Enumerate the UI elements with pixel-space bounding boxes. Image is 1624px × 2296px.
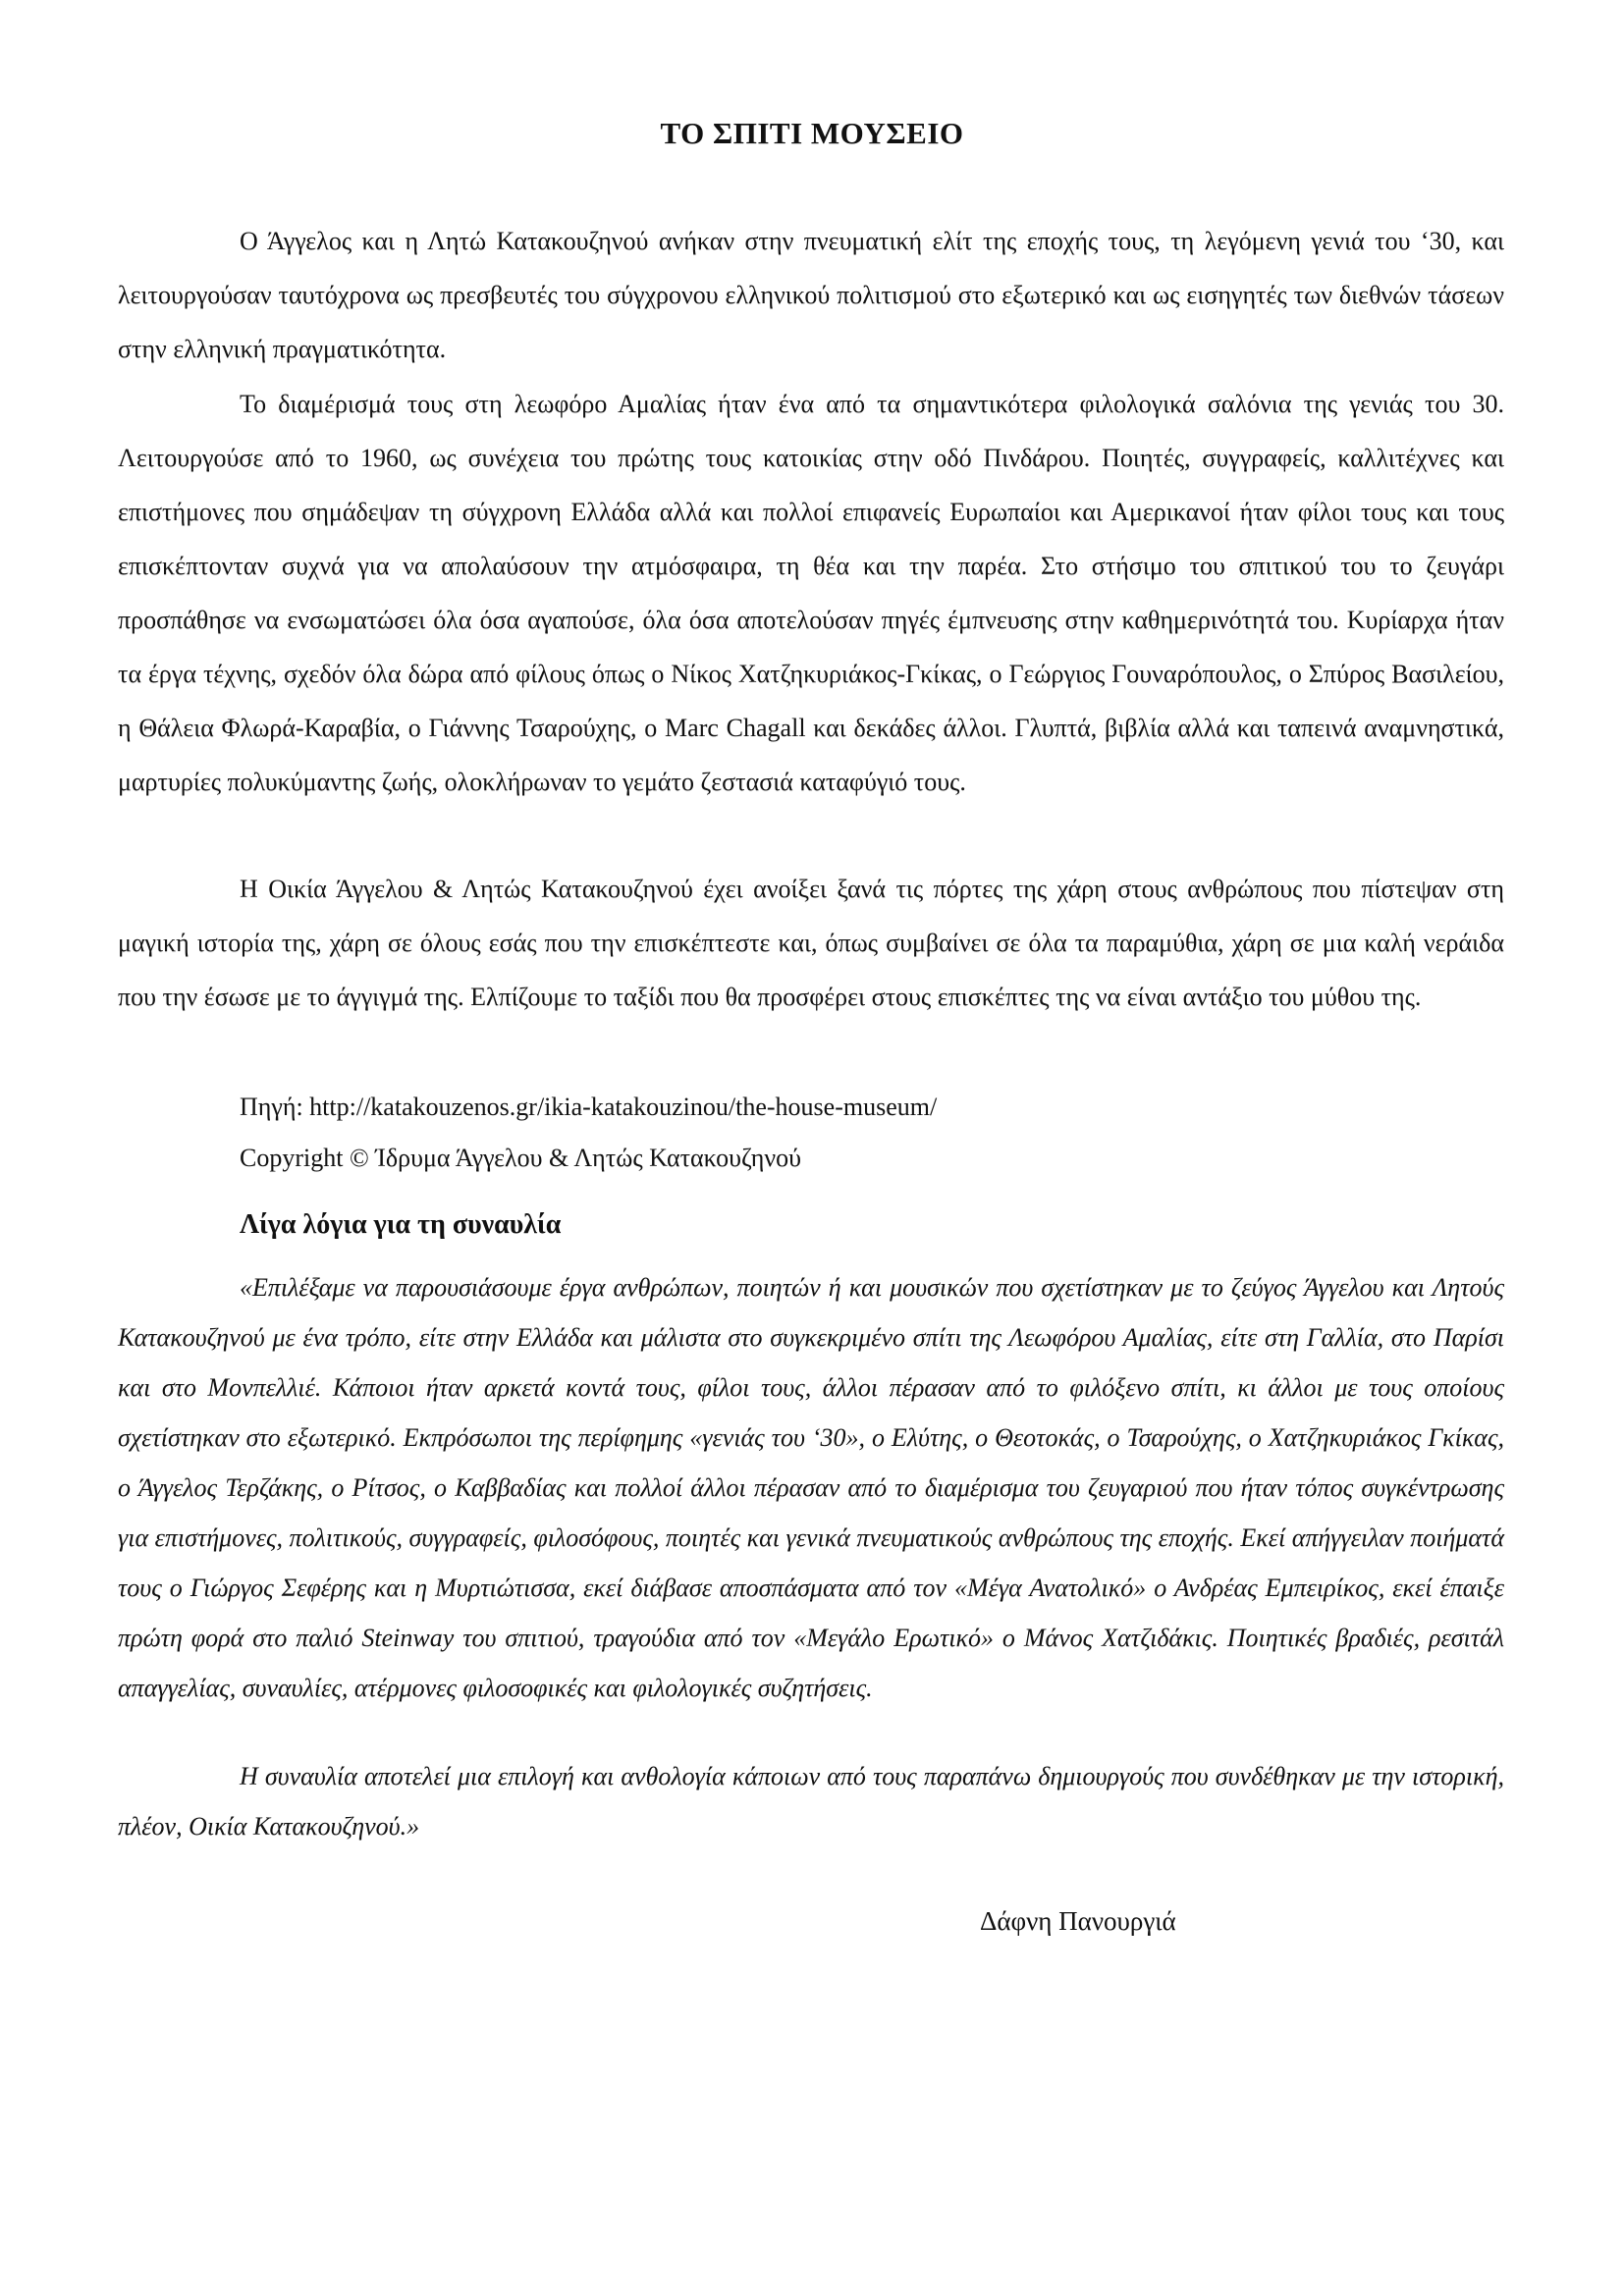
quote-paragraph-1: «Επιλέξαμε να παρουσιάσουμε έργα ανθρώπων, ποιητών ή και μουσικών που σχετίστηκαν με το ζεύγος Άγγελου και Λητούς Κατακουζηνού με ένα τρόπο, είτε στην Ελλάδα και μάλιστα στο συγκεκριμένο σπίτι της Λεωφόρου Αμαλίας, είτε στη Γαλλία, στο Παρίσι και στο Μονπελλιέ. Κάποιοι ήταν αρκετά κοντά τους, φίλοι τους, άλλοι πέρασαν από το φιλόξενο σπίτι, κι άλλοι με τους οποίους σχετίστηκαν στο εξωτερικό. Εκπρόσωποι της περίφημης «γενιάς του ‘30», ο Ελύτης, ο Θεοτοκάς, ο Τσαρούχης, ο Χατζηκυριάκος Γκίκας, ο Άγγελος Τερζάκης, ο Ρίτσος, ο Καββαδίας και πολλοί άλλοι πέρασαν από το διαμέρισμα του ζευγαριού που ήταν τόπος συγκέντρωσης για επιστήμονες, πολιτικούς, συγγραφείς, φιλοσόφους, ποιητές και γενικά πνευματικούς ανθρώπους της εποχής. Εκεί απήγγειλαν ποιήματά τους ο Γιώργος Σεφέρης και η Μυρτιώτισσα, εκεί διάβασε αποσπάσματα από τον «Μέγα Ανατολικό» ο Ανδρέας Εμπειρίκος, εκεί έπαιξε πρώτη φορά στο παλιό Steinway του σπιτιού, τραγούδια από τον «Μεγάλο Ερωτικό» ο Μάνος Χατζιδάκις. Ποιητικές βραδιές, ρεσιτάλ απαγγελίας, συναυλίες, ατέρμονες φιλοσοφικές και φιλολογικές συζητήσεις. <box>118 1273 1504 1702</box>
paragraph-3: Η Οικία Άγγελου & Λητώς Κατακουζηνού έχει ανοίξει ξανά τις πόρτες της χάρη στους ανθρώπους που πίστεψαν στη μαγική ιστορία της, χάρη σε όλους εσάς που την επισκέπτεστε και, όπως συμβαίνει σε όλα τα παραμύθια, χάρη σε μια καλή νεράιδα που την έσωσε με το άγγιγμά της. Ελπίζουμε το ταξίδι που θα προσφέρει στους επισκέπτες της να είναι αντάξιο του μύθου της. <box>118 875 1504 1011</box>
paragraph-2: Το διαμέρισμά τους στη λεωφόρο Αμαλίας ήταν ένα από τα σημαντικότερα φιλολογικά σαλόνια της γενιάς του 30. Λειτουργούσε από το 1960, ως συνέχεια του πρώτης τους κατοικίας στην οδό Πινδάρου. Ποιητές, συγγραφείς, καλλιτέχνες και επιστήμονες που σημάδεψαν τη σύγχρονη Ελλάδα αλλά και πολλοί επιφανείς Ευρωπαίοι και Αμερικανοί ήταν φίλοι τους και τους επισκέπτονταν συχνά για να απολαύσουν την ατμόσφαιρα, τη θέα και την παρέα. Στο στήσιμο του σπιτικού του το ζευγάρι προσπάθησε να ενσωματώσει όλα όσα αγαπούσε, όλα όσα αποτελούσαν πηγές έμπνευσης στην καθημερινότητά του. Κυρίαρχα ήταν τα έργα τέχνης, σχεδόν όλα δώρα από φίλους όπως ο Νίκος Χατζηκυριάκος-Γκίκας, ο Γεώργιος Γουναρόπουλος, ο Σπύρος Βασιλείου, η Θάλεια Φλωρά-Καραβία, ο Γιάννης Τσαρούχης, ο Marc Chagall και δεκάδες άλλοι. Γλυπτά, βιβλία αλλά και ταπεινά αναμνηστικά, μαρτυρίες πολυκύμαντης ζωής, ολοκλήρωναν το γεμάτο ζεστασιά καταφύγιό τους. <box>118 390 1504 796</box>
copyright-line: Copyright © Ίδρυμα Άγγελου & Λητώς Κατακουζηνού <box>240 1144 802 1172</box>
source-line: Πηγή: http://katakouzenos.gr/ikia-katakouzinou/the-house-museum/ <box>240 1093 938 1121</box>
quote-paragraph-2: Η συναυλία αποτελεί μια επιλογή και ανθολογία κάποιων από τους παραπάνω δημιουργούς που συνδέθηκαν με την ιστορική, πλέον, Οικία Κατακουζηνού.» <box>118 1762 1504 1841</box>
paragraph-1: Ο Άγγελος και η Λητώ Κατακουζηνού ανήκαν στην πνευματική ελίτ της εποχής τους, τη λεγόμενη γενιά του ‘30, και λειτουργούσαν ταυτόχρονα ως πρεσβευτές του σύγχρονου ελληνικού πολιτισμού στο εξωτερικό και ως εισηγητές των διεθνών τάσεων στην ελληνική πραγματικότητα. <box>118 227 1504 363</box>
page-title: ΤΟ ΣΠΙΤΙ ΜΟΥΣΕΙΟ <box>660 116 964 150</box>
author-signature: Δάφνη Πανουργιά <box>980 1906 1176 1936</box>
concert-subheading: Λίγα λόγια για τη συναυλία <box>240 1209 562 1240</box>
